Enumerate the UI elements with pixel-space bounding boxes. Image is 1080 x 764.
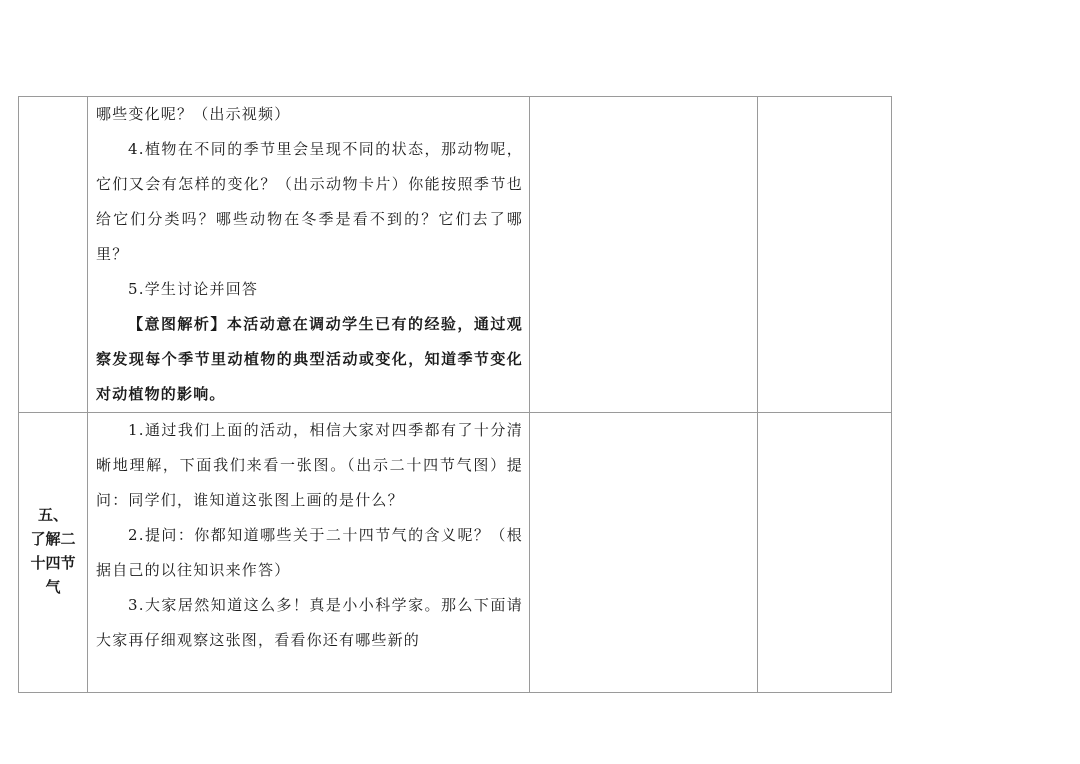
- activity-content: [88, 413, 529, 658]
- activity-content: [88, 97, 529, 412]
- paragraph: 5.学生讨论并回答: [128, 280, 259, 298]
- student-activity-cell: [530, 413, 758, 693]
- paragraph: 哪些变化呢？（出示视频）: [96, 105, 291, 123]
- stage-cell: [19, 413, 88, 693]
- table-row: [19, 97, 892, 413]
- activity-content-cell: [88, 97, 530, 413]
- design-intent-cell: [758, 413, 892, 693]
- table-row: [19, 413, 892, 693]
- paragraph: 1.通过我们上面的活动，相信大家对四季都有了十分清晰地理解，下面我们来看一张图。（出示二十四节气图）提问：同学们，谁知道这张图上画的是什么？: [96, 421, 523, 509]
- design-intent-cell: [758, 97, 892, 413]
- stage-title: 五、 了解二 十四节 气: [30, 505, 76, 596]
- paragraph: 4.植物在不同的季节里会呈现不同的状态，那动物呢，它们又会有怎样的变化？（出示动物卡片）你能按照季节也给它们分类吗？哪些动物在冬季是看不到的？它们去了哪里？: [96, 140, 523, 263]
- lesson-plan-table: [18, 96, 892, 693]
- student-activity-cell: [530, 97, 758, 413]
- paragraph: 2.提问：你都知道哪些关于二十四节气的含义呢？（根据自己的以往知识来作答）: [96, 526, 523, 579]
- paragraph: 3.大家居然知道这么多！真是小小科学家。那么下面请大家再仔细观察这张图，看看你还有哪些新的: [96, 596, 523, 649]
- intent-analysis-paragraph: 【意图解析】本活动意在调动学生已有的经验，通过观察发现每个季节里动植物的典型活动或变化，知道季节变化对动植物的影响。: [96, 315, 523, 403]
- activity-content-cell: [88, 413, 530, 693]
- stage-cell: [19, 97, 88, 413]
